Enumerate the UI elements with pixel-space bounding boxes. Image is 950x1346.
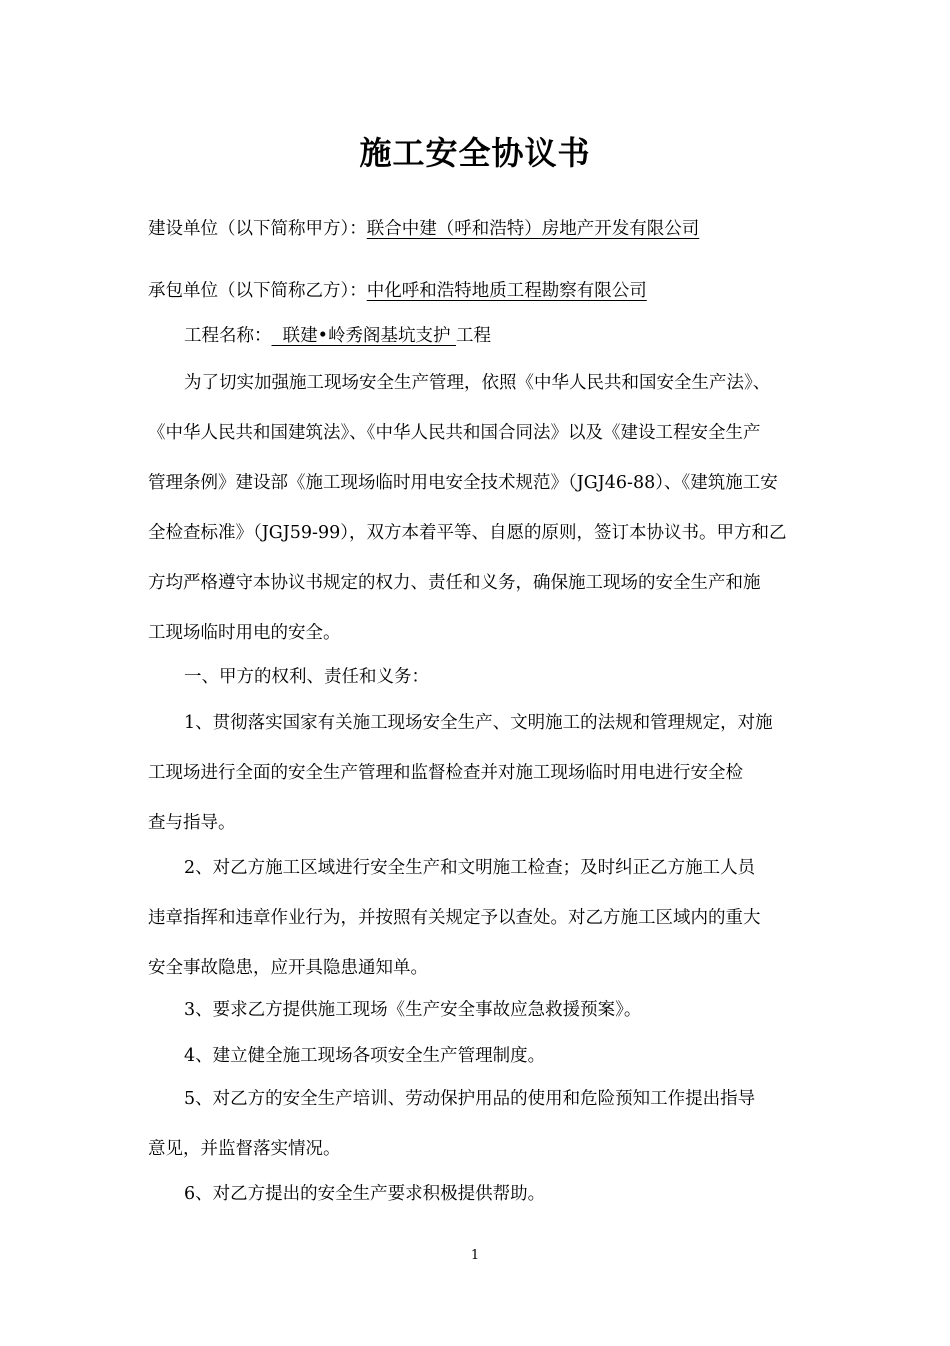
body-line: 查与指导。 bbox=[148, 813, 236, 833]
party-b-value: 中化呼和浩特地质工程勘察有限公司 bbox=[366, 281, 647, 301]
body-line: 方均严格遵守本协议书规定的权力、责任和义务，确保施工现场的安全生产和施 bbox=[148, 573, 761, 593]
body-line: 《中华人民共和国建筑法》、《中华人民共和国合同法》以及《建设工程安全生产 bbox=[148, 423, 761, 443]
body-line: 全检查标准》（JGJ59-99），双方本着平等、自愿的原则，签订本协议书。甲方和乙 bbox=[148, 523, 787, 543]
body-line: 违章指挥和违章作业行为，并按照有关规定予以查处。对乙方施工区域内的重大 bbox=[148, 908, 761, 928]
party-a-value: 联合中建（呼和浩特）房地产开发有限公司 bbox=[366, 219, 700, 239]
body-line: 3、要求乙方提供施工现场《生产安全事故应急救援预案》。 bbox=[184, 1000, 642, 1020]
body-line: 为了切实加强施工现场安全生产管理，依照《中华人民共和国安全生产法》、 bbox=[184, 373, 771, 393]
project-label: 工程名称： bbox=[184, 326, 272, 346]
body-line: 1、贯彻落实国家有关施工现场安全生产、文明施工的法规和管理规定，对施 bbox=[184, 713, 773, 733]
project-value: 联建•岭秀阁基坑支护 bbox=[271, 326, 457, 346]
party-b-line bbox=[148, 278, 808, 304]
body-line: 安全事故隐患，应开具隐患通知单。 bbox=[148, 958, 428, 978]
section-heading: 一、甲方的权利、责任和义务： bbox=[184, 667, 429, 687]
body-line: 6、对乙方提出的安全生产要求积极提供帮助。 bbox=[184, 1184, 546, 1204]
body-line: 管理条例》建设部《施工现场临时用电安全技术规范》（JGJ46-88）、《建筑施工安 bbox=[148, 473, 778, 493]
body-line: 4、建立健全施工现场各项安全生产管理制度。 bbox=[184, 1046, 546, 1066]
project-line bbox=[184, 323, 804, 349]
body-line: 工现场进行全面的安全生产管理和监督检查并对施工现场临时用电进行安全检 bbox=[148, 763, 743, 783]
document-title: 施工安全协议书 bbox=[359, 134, 591, 172]
body-line: 工现场临时用电的安全。 bbox=[148, 623, 341, 643]
body-line: 5、对乙方的安全生产培训、劳动保护用品的使用和危险预知工作提出指导 bbox=[184, 1089, 756, 1109]
page-number: 1 bbox=[470, 1248, 480, 1263]
project-suffix: 工程 bbox=[456, 326, 492, 346]
body-line: 意见，并监督落实情况。 bbox=[148, 1139, 341, 1159]
body-line: 2、对乙方施工区域进行安全生产和文明施工检查；及时纠正乙方施工人员 bbox=[184, 858, 756, 878]
party-a-label: 建设单位（以下简称甲方）： bbox=[148, 219, 367, 239]
party-a-line bbox=[148, 216, 808, 242]
party-b-label: 承包单位（以下简称乙方）： bbox=[148, 281, 367, 301]
